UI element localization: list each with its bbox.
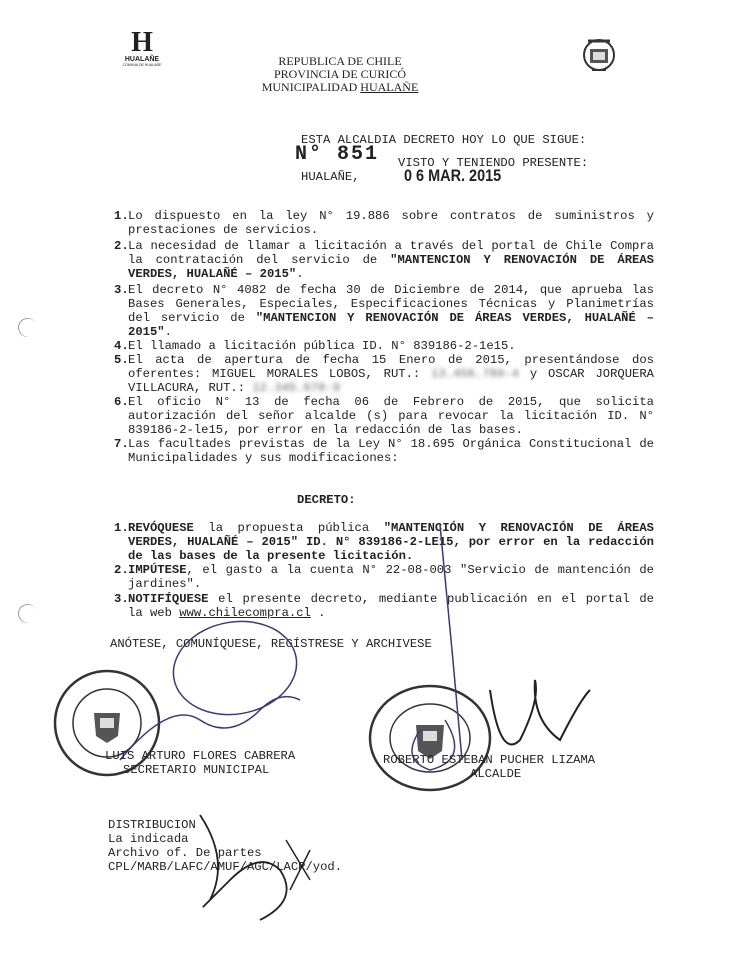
list-item: 1. Lo dispuesto en la ley N° 19.886 sobre contratos de suministros y prestaciones de servicios. — [114, 209, 654, 237]
header-line: PROVINCIA DE CURICÓ — [273, 67, 406, 81]
chilecompra-link[interactable]: www.chilecompra.cl — [179, 606, 311, 620]
list-item: 3. NOTIFÍQUESE el presente decreto, mediante publicación en el portal de la web www.chilecompra.cl . — [114, 592, 654, 620]
list-item: 7. Las facultades previstas de la Ley N° 18.695 Orgánica Constitucional de Municipalidades y sus modificaciones: — [114, 437, 654, 465]
header-line: REPUBLICA DE CHILE — [278, 54, 402, 68]
distribution-line: La indicada — [108, 832, 189, 846]
distribution-title: DISTRIBUCION — [108, 818, 196, 832]
list-item: 3. El decreto N° 4082 de fecha 30 de Diciembre de 2014, que aprueba las Bases Generales, Especiales, Especificaciones Técnicas y Planimetrías del servicio de "MANTENCION Y RENOVACIÓN DE ÁREAS VERDES, HUALAÑÉ – 2015". — [114, 283, 654, 339]
list-item: 6. El oficio N° 13 de fecha 06 de Febrero de 2015, que solicita autorización del señor alcalde (s) para revocar la licitación ID. N° 839186-2-le15, por error en la redacción de las bases. — [114, 395, 654, 437]
list-item: 5. El acta de apertura de fecha 15 Enero de 2015, presentándose dos oferentes: MIGUEL MORALES LOBOS, RUT.: 13.456.789-4 y OSCAR JORQUERA VILLACURA, RUT.: 12.345.678-9 — [114, 353, 655, 395]
header-line: MUNICIPALIDAD HUALAÑE — [261, 80, 419, 94]
place-label: HUALAÑE, — [301, 170, 360, 184]
decree-date: 0 6 MAR. 2015 — [404, 166, 502, 185]
decreto-title: DECRETO: — [297, 493, 356, 507]
decree-head: ESTA ALCALDIA DECRETO HOY LO QUE SIGUE: — [301, 133, 587, 147]
list-item: 4. El llamado a licitación pública ID. N° 839186-2-1e15. — [114, 339, 516, 353]
municipality-logo: H HUALAÑE COMUNA DE HUALAÑE — [122, 27, 162, 67]
mayor-name: ROBERTO ESTEBAN PUCHER LIZAMA — [383, 753, 596, 767]
closing-line: ANÓTESE, COMUNÍQUESE, REGÍSTRESE Y ARCHIVESE — [110, 637, 432, 651]
distribution-line: Archivo of. De partes — [108, 846, 262, 860]
secretary-name: LUIS ARTURO FLORES CABRERA — [105, 749, 296, 763]
list-item: 1. REVÓQUESE la propuesta pública "MANTENCIÓN Y RENOVACIÓN DE ÁREAS VERDES, HUALAÑÉ – 2015" ID. N° 839186-2-LE15, por error en la redacción de las bases de la presente licitación. — [114, 521, 654, 563]
decree-number: N° 851 — [295, 143, 380, 166]
secretary-title: SECRETARIO MUNICIPAL — [123, 763, 270, 777]
mayor-title: ALCALDE — [470, 767, 522, 781]
list-item: 2. IMPÚTESE, el gasto a la cuenta N° 22-08-003 "Servicio de mantención de jardines". — [114, 563, 654, 591]
distribution-line: CPL/MARB/LAFC/AMUF/AGC/LACP/yod. — [108, 860, 343, 874]
list-item: 2. La necesidad de llamar a licitación a través del portal de Chile Compra la contratación del servicio de "MANTENCION Y RENOVACIÓN DE ÁREAS VERDES, HUALAÑÉ – 2015". — [114, 239, 654, 281]
visto-label: VISTO Y TENIENDO PRESENTE: — [398, 156, 589, 170]
distribution-block — [108, 818, 342, 874]
